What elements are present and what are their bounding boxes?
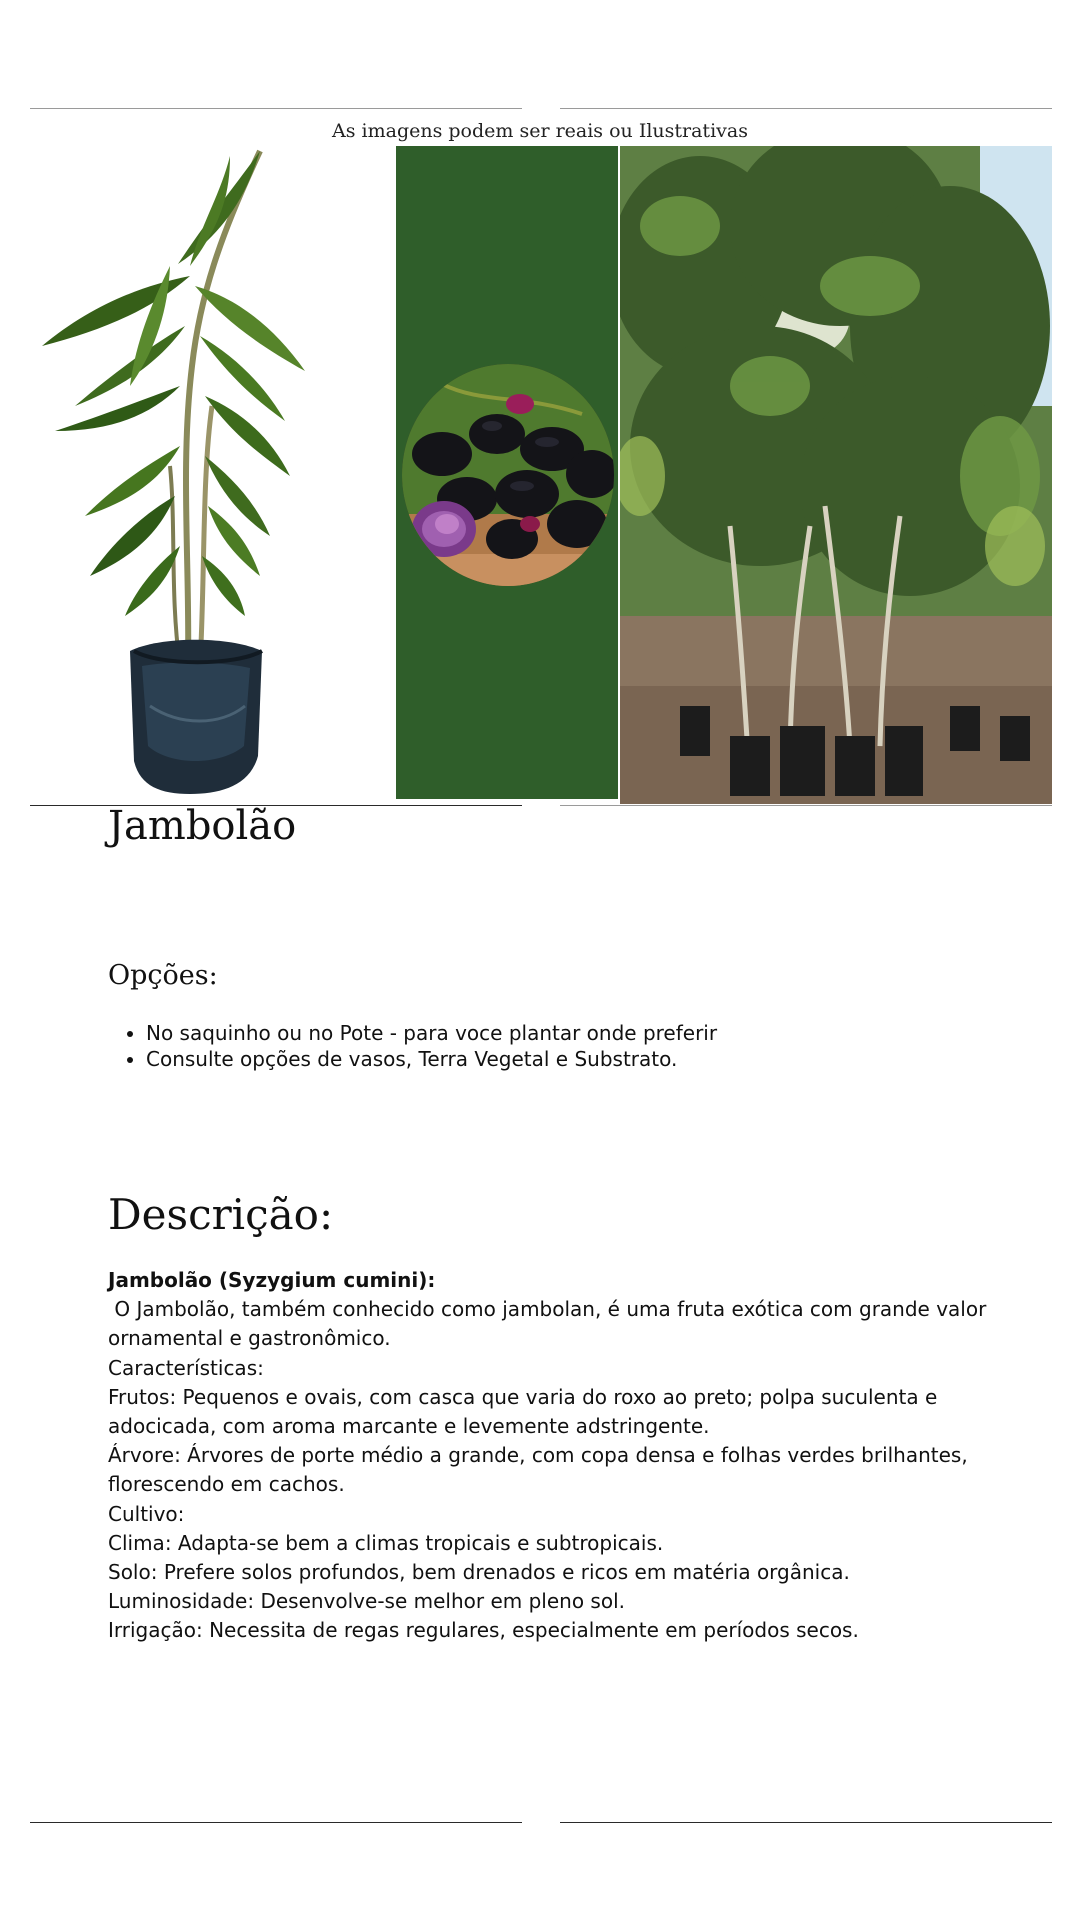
description-subtitle: Jambolão (Syzygium cumini): — [108, 1268, 436, 1292]
image-bottom-rule-right — [560, 805, 1052, 806]
options-list — [108, 1020, 717, 1072]
description-line: O Jambolão, também conhecido como jambolan, é uma fruta exótica com grande valor ornamental e gastronômico. — [108, 1297, 993, 1351]
description-line: Irrigação: Necessita de regas regulares, especialmente em períodos secos. — [108, 1618, 859, 1643]
footer-rule-right — [560, 1822, 1052, 1823]
description-line: Luminosidade: Desenvolve-se melhor em pleno sol. — [108, 1589, 625, 1614]
options-heading: Opções: — [108, 960, 218, 991]
fruit-panel — [396, 146, 618, 799]
description-line: Clima: Adapta-se bem a climas tropicais e subtropicais. — [108, 1530, 664, 1555]
description-line: Árvore: Árvores de porte médio a grande, com copa densa e folhas verdes brilhantes, florescendo em cachos. — [108, 1443, 968, 1497]
seedling-image — [30, 146, 396, 804]
description-body — [108, 1266, 993, 1646]
orchard-image — [620, 146, 1052, 804]
description-heading: Descrição: — [108, 1190, 334, 1239]
option-item: • Consulte opções de vasos, Terra Vegetal e Substrato. — [146, 1046, 717, 1072]
description-line: Características: — [108, 1355, 264, 1380]
description-line: Solo: Prefere solos profundos, bem drenados e ricos em matéria orgânica. — [108, 1560, 850, 1585]
product-title: Jambolão — [108, 803, 297, 849]
option-item: • No saquinho ou no Pote - para voce plantar onde preferir — [146, 1020, 717, 1046]
fruit-image — [402, 364, 614, 586]
footer-rule-left — [30, 1822, 522, 1823]
description-line: Frutos: Pequenos e ovais, com casca que varia do roxo ao preto; polpa suculenta e adocicada, com aroma marcante e levemente adstringente. — [108, 1384, 938, 1439]
top-rule-left — [30, 108, 522, 109]
image-disclaimer: As imagens podem ser reais ou Ilustrativas — [332, 120, 748, 142]
top-rule-right — [560, 108, 1052, 109]
description-line: Cultivo: — [108, 1501, 185, 1526]
